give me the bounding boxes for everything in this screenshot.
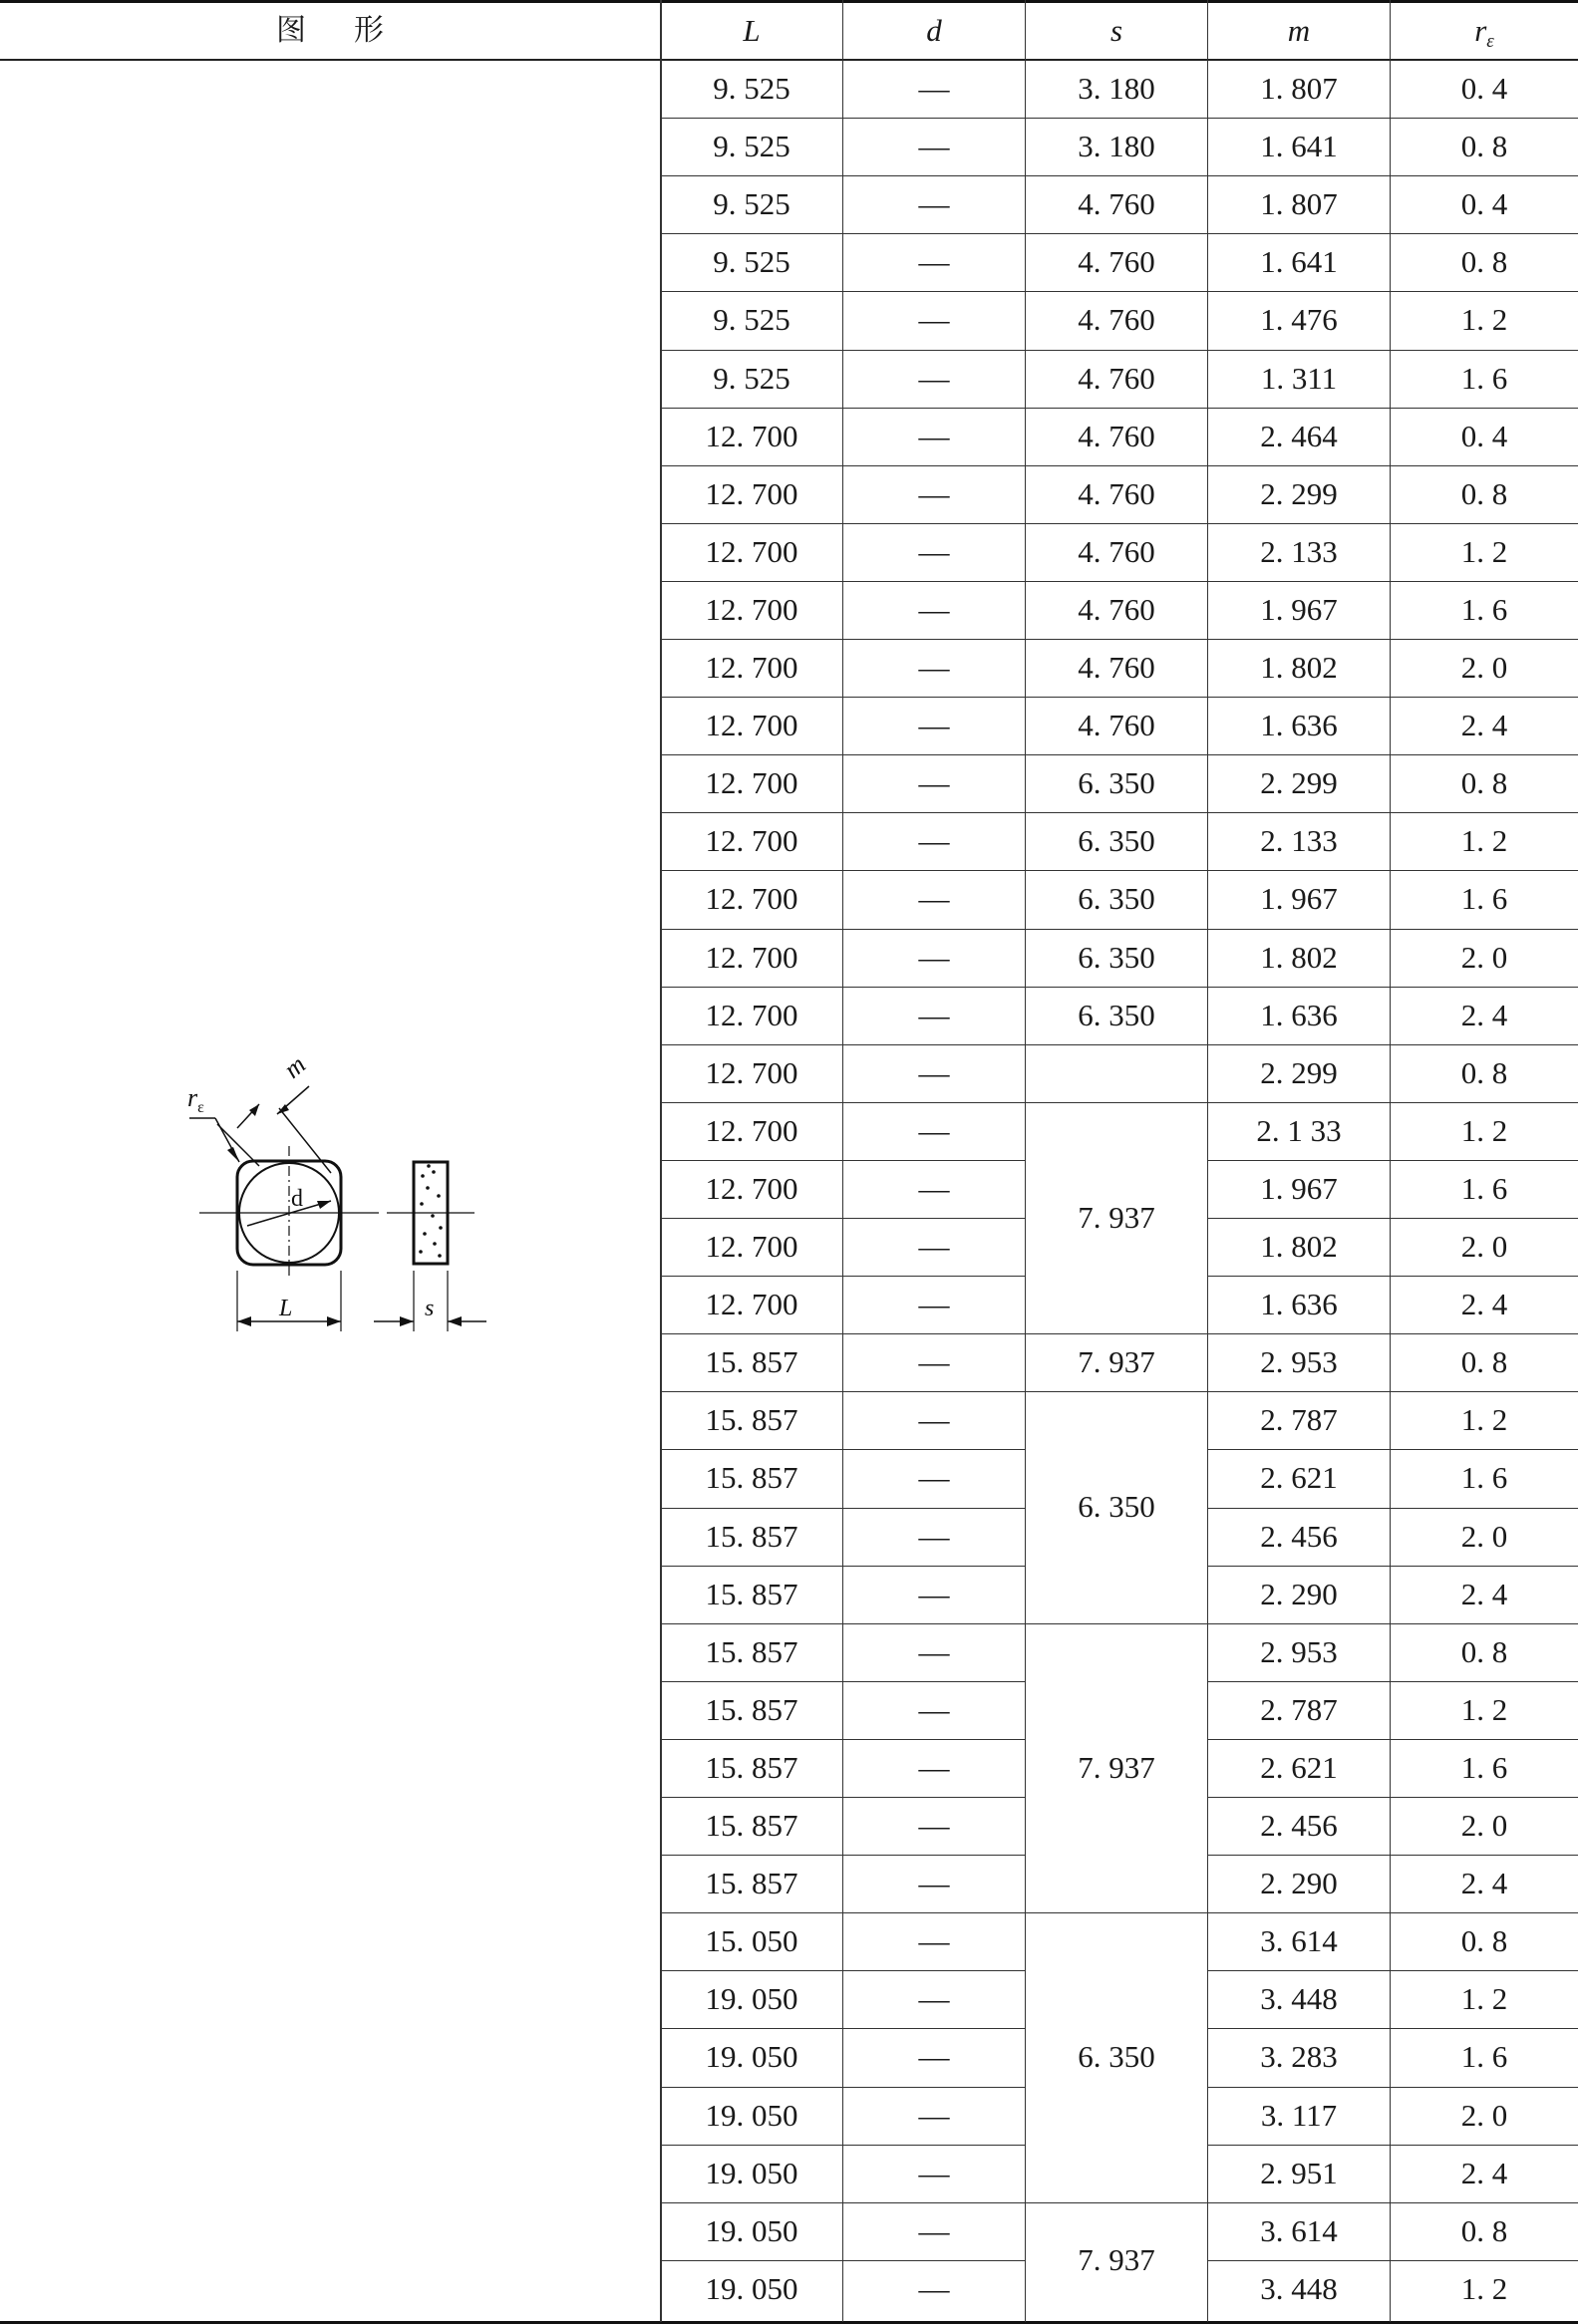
cell-s: 4. 760: [1078, 302, 1155, 338]
cell-r: 0. 8: [1460, 129, 1508, 164]
cell-r: 2. 4: [1460, 708, 1508, 743]
cell-d: —: [918, 1691, 950, 1727]
cell-r: 1. 2: [1460, 302, 1508, 338]
cell-s: 4. 760: [1078, 418, 1155, 453]
cell-m: 2. 290: [1260, 1866, 1338, 1901]
cell-L: 15. 857: [705, 1460, 798, 1496]
cell-r: 2. 4: [1460, 997, 1508, 1032]
cell-r: 1. 2: [1460, 533, 1508, 569]
cell-L: 19. 050: [705, 2212, 798, 2248]
cell-s: 6. 350: [1078, 939, 1155, 975]
cell-s-merged: 6. 350: [1078, 2039, 1155, 2075]
header-d: d: [926, 13, 942, 48]
cell-m: 2. 953: [1260, 1633, 1338, 1669]
cell-L: 12. 700: [705, 997, 798, 1032]
cell-r: 0. 8: [1460, 1633, 1508, 1669]
cell-r: 1. 6: [1460, 360, 1508, 396]
cell-d: —: [918, 939, 950, 975]
cell-d: —: [918, 2270, 950, 2306]
cell-d: —: [918, 823, 950, 859]
cell-s-merged: 7. 937: [1078, 1199, 1155, 1235]
cell-d: —: [918, 2155, 950, 2190]
cell-d: —: [918, 881, 950, 917]
cell-d: —: [918, 1344, 950, 1380]
cell-L: 12. 700: [705, 1287, 798, 1322]
cell-m: 1. 802: [1260, 939, 1338, 975]
cell-L: 9. 525: [713, 71, 790, 106]
cell-L: 15. 857: [705, 1691, 798, 1727]
cell-L: 19. 050: [705, 1981, 798, 2017]
cell-d: —: [918, 1576, 950, 1611]
cell-m: 3. 448: [1260, 2270, 1338, 2306]
cell-m: 2. 290: [1260, 1576, 1338, 1611]
cell-L: 19. 050: [705, 2097, 798, 2133]
cell-L: 12. 700: [705, 823, 798, 859]
cell-m: 1. 967: [1260, 881, 1338, 917]
cell-m: 1. 636: [1260, 997, 1338, 1032]
cell-m: 2. 456: [1260, 1808, 1338, 1843]
cell-d: —: [918, 765, 950, 801]
cell-r: 0. 8: [1460, 765, 1508, 801]
cell-s: 7. 937: [1078, 1344, 1155, 1380]
cell-L: 19. 050: [705, 2270, 798, 2306]
cell-L: 15. 050: [705, 1923, 798, 1959]
cell-m: 2. 953: [1260, 1344, 1338, 1380]
cell-s: 4. 760: [1078, 708, 1155, 743]
cell-r: 0. 8: [1460, 1344, 1508, 1380]
cell-d: —: [918, 2039, 950, 2075]
cell-m: 2. 464: [1260, 418, 1338, 453]
cell-L: 12. 700: [705, 1229, 798, 1264]
figure-label-r: $r_\varepsilon$: [187, 1083, 204, 1116]
cell-r: 2. 0: [1460, 1229, 1508, 1264]
cell-r: 1. 6: [1460, 881, 1508, 917]
cell-r: 0. 4: [1460, 71, 1508, 106]
cell-L: 15. 857: [705, 1808, 798, 1843]
cell-d: —: [918, 1808, 950, 1843]
cell-d: —: [918, 591, 950, 627]
cell-s: 4. 760: [1078, 360, 1155, 396]
cell-s: 4. 760: [1078, 650, 1155, 685]
cell-d: —: [918, 533, 950, 569]
cell-L: 15. 857: [705, 1749, 798, 1785]
header-figure: 图形: [276, 13, 432, 48]
header-L: L: [743, 13, 761, 48]
cell-s: [1026, 1044, 1207, 1102]
column-divider-1: [1025, 0, 1026, 2322]
cell-s-merged: 7. 937: [1078, 1749, 1155, 1785]
figure-label-L: L: [279, 1296, 293, 1321]
cell-L: 9. 525: [713, 360, 790, 396]
cell-s: 6. 350: [1078, 881, 1155, 917]
cell-r: 1. 2: [1460, 1402, 1508, 1438]
cell-d: —: [918, 1749, 950, 1785]
cell-L: 9. 525: [713, 186, 790, 222]
cell-L: 12. 700: [705, 881, 798, 917]
cell-d: —: [918, 1518, 950, 1554]
cell-r: 1. 2: [1460, 2270, 1508, 2306]
cell-m: 3. 448: [1260, 1981, 1338, 2017]
cell-m: 1. 967: [1260, 1170, 1338, 1206]
cell-L: 19. 050: [705, 2039, 798, 2075]
cell-d: —: [918, 418, 950, 453]
cell-L: 15. 857: [705, 1633, 798, 1669]
cell-m: 1. 802: [1260, 650, 1338, 685]
s-arrowhead-right: [448, 1316, 462, 1326]
cell-s: 3. 180: [1078, 71, 1155, 106]
cell-r: 1. 6: [1460, 1749, 1508, 1785]
cell-L: 15. 857: [705, 1518, 798, 1554]
cell-s: 4. 760: [1078, 186, 1155, 222]
cell-s: 6. 350: [1078, 997, 1155, 1032]
cell-r: 2. 0: [1460, 650, 1508, 685]
cell-L: 12. 700: [705, 708, 798, 743]
cell-r: 2. 4: [1460, 2155, 1508, 2190]
column-divider-2: [1207, 0, 1208, 2322]
cell-m: 2. 456: [1260, 1518, 1338, 1554]
cell-m: 2. 133: [1260, 533, 1338, 569]
cell-r: 1. 2: [1460, 823, 1508, 859]
r-arrowhead: [227, 1147, 239, 1162]
cell-r: 2. 0: [1460, 939, 1508, 975]
cell-r: 2. 4: [1460, 1866, 1508, 1901]
cell-s: 4. 760: [1078, 533, 1155, 569]
d-arrowhead: [317, 1201, 331, 1209]
cell-d: —: [918, 129, 950, 164]
column-divider-3: [1390, 0, 1391, 2322]
cell-r: 2. 0: [1460, 1518, 1508, 1554]
cell-r: 0. 8: [1460, 1054, 1508, 1090]
figure-label-s: s: [425, 1296, 435, 1321]
cell-m: 1. 802: [1260, 1229, 1338, 1264]
cell-r: 1. 6: [1460, 1170, 1508, 1206]
header-m: m: [1287, 13, 1311, 48]
cell-m: 1. 967: [1260, 591, 1338, 627]
cell-d: —: [918, 1633, 950, 1669]
cell-L: 12. 700: [705, 650, 798, 685]
cell-m: 3. 117: [1260, 2097, 1338, 2133]
cell-r: 2. 4: [1460, 1287, 1508, 1322]
cell-s-merged: 6. 350: [1078, 1489, 1155, 1525]
cell-L: 9. 525: [713, 302, 790, 338]
cell-m: 3. 283: [1260, 2039, 1338, 2075]
cell-L: 19. 050: [705, 2155, 798, 2190]
cell-r: 2. 0: [1460, 1808, 1508, 1843]
cell-d: —: [918, 244, 950, 280]
cell-m: 3. 614: [1260, 2212, 1338, 2248]
cell-L: 9. 525: [713, 244, 790, 280]
cell-r: 1. 6: [1460, 591, 1508, 627]
cell-d: —: [918, 1054, 950, 1090]
cell-m: 3. 614: [1260, 1923, 1338, 1959]
cell-d: —: [918, 1170, 950, 1206]
cell-L: 12. 700: [705, 591, 798, 627]
L-arrowhead-left: [237, 1316, 251, 1326]
cell-d: —: [918, 360, 950, 396]
column-divider-0: [842, 0, 843, 2322]
cell-r: 1. 6: [1460, 1460, 1508, 1496]
cell-L: 12. 700: [705, 765, 798, 801]
header-r-epsilon: [1391, 2, 1578, 60]
header-r-sub: ε: [1486, 31, 1494, 52]
cell-r: 0. 8: [1460, 244, 1508, 280]
header-s: s: [1109, 13, 1123, 48]
cell-m: 2. 787: [1260, 1402, 1338, 1438]
cell-r: 0. 8: [1460, 1923, 1508, 1959]
cell-r: 0. 8: [1460, 2212, 1508, 2248]
cell-m: 2. 621: [1260, 1749, 1338, 1785]
cell-L: 15. 857: [705, 1344, 798, 1380]
cell-m: 1. 636: [1260, 1287, 1338, 1322]
cell-s-merged: 7. 937: [1078, 2241, 1155, 2277]
cell-r: 1. 2: [1460, 1981, 1508, 2017]
figure-label-d: d: [291, 1186, 303, 1212]
cell-r: 2. 4: [1460, 1576, 1508, 1611]
cell-s: 3. 180: [1078, 129, 1155, 164]
cell-L: 15. 857: [705, 1402, 798, 1438]
cell-d: —: [918, 302, 950, 338]
cell-L: 9. 525: [713, 129, 790, 164]
cell-L: 12. 700: [705, 939, 798, 975]
cell-m: 2. 299: [1260, 475, 1338, 511]
cell-m: 1. 641: [1260, 244, 1338, 280]
cell-L: 12. 700: [705, 1170, 798, 1206]
cell-m: 1. 476: [1260, 302, 1338, 338]
cell-r: 1. 6: [1460, 2039, 1508, 2075]
cell-d: —: [918, 475, 950, 511]
cell-r: 0. 4: [1460, 186, 1508, 222]
cell-d: —: [918, 708, 950, 743]
cell-d: —: [918, 2097, 950, 2133]
cell-m: 2. 787: [1260, 1691, 1338, 1727]
cell-s: 6. 350: [1078, 765, 1155, 801]
cell-m: 2. 1 33: [1256, 1112, 1342, 1148]
cell-m: 2. 299: [1260, 765, 1338, 801]
cell-m: 1. 807: [1260, 186, 1338, 222]
cell-s: 6. 350: [1078, 823, 1155, 859]
cell-L: 12. 700: [705, 1054, 798, 1090]
cell-m: 1. 641: [1260, 129, 1338, 164]
cell-s: 4. 760: [1078, 244, 1155, 280]
cell-L: 12. 700: [705, 1112, 798, 1148]
s-arrowhead-left: [400, 1316, 414, 1326]
cell-r: 2. 0: [1460, 2097, 1508, 2133]
cell-m: 2. 951: [1260, 2155, 1338, 2190]
cell-L: 15. 857: [705, 1576, 798, 1611]
cell-m: 2. 299: [1260, 1054, 1338, 1090]
cell-s: 4. 760: [1078, 591, 1155, 627]
insert-diagram-svg: [159, 1046, 498, 1345]
L-arrowhead-right: [327, 1316, 341, 1326]
square-insert-drawing: [159, 1046, 498, 1350]
cell-m: 1. 807: [1260, 71, 1338, 106]
cell-r: 0. 8: [1460, 475, 1508, 511]
cell-d: —: [918, 2212, 950, 2248]
cell-d: —: [918, 1460, 950, 1496]
cell-L: 12. 700: [705, 533, 798, 569]
cell-d: —: [918, 1112, 950, 1148]
cell-d: —: [918, 1402, 950, 1438]
cell-d: —: [918, 1229, 950, 1264]
figure-label-m: m: [278, 1049, 312, 1084]
cell-L: 12. 700: [705, 475, 798, 511]
cell-s: 4. 760: [1078, 475, 1155, 511]
cell-m: 2. 133: [1260, 823, 1338, 859]
cell-d: —: [918, 71, 950, 106]
cell-d: —: [918, 650, 950, 685]
header-r-main: r: [1474, 13, 1487, 48]
cell-r: 1. 2: [1460, 1691, 1508, 1727]
cell-r: 1. 2: [1460, 1112, 1508, 1148]
cell-d: —: [918, 997, 950, 1032]
cell-m: 2. 621: [1260, 1460, 1338, 1496]
cell-m: 1. 636: [1260, 708, 1338, 743]
cell-r: 0. 4: [1460, 418, 1508, 453]
cell-L: 15. 857: [705, 1866, 798, 1901]
cell-d: —: [918, 1866, 950, 1901]
cell-L: 12. 700: [705, 418, 798, 453]
cell-d: —: [918, 1287, 950, 1322]
cell-d: —: [918, 1923, 950, 1959]
cell-d: —: [918, 1981, 950, 2017]
cell-d: —: [918, 186, 950, 222]
cell-m: 1. 311: [1260, 360, 1338, 396]
